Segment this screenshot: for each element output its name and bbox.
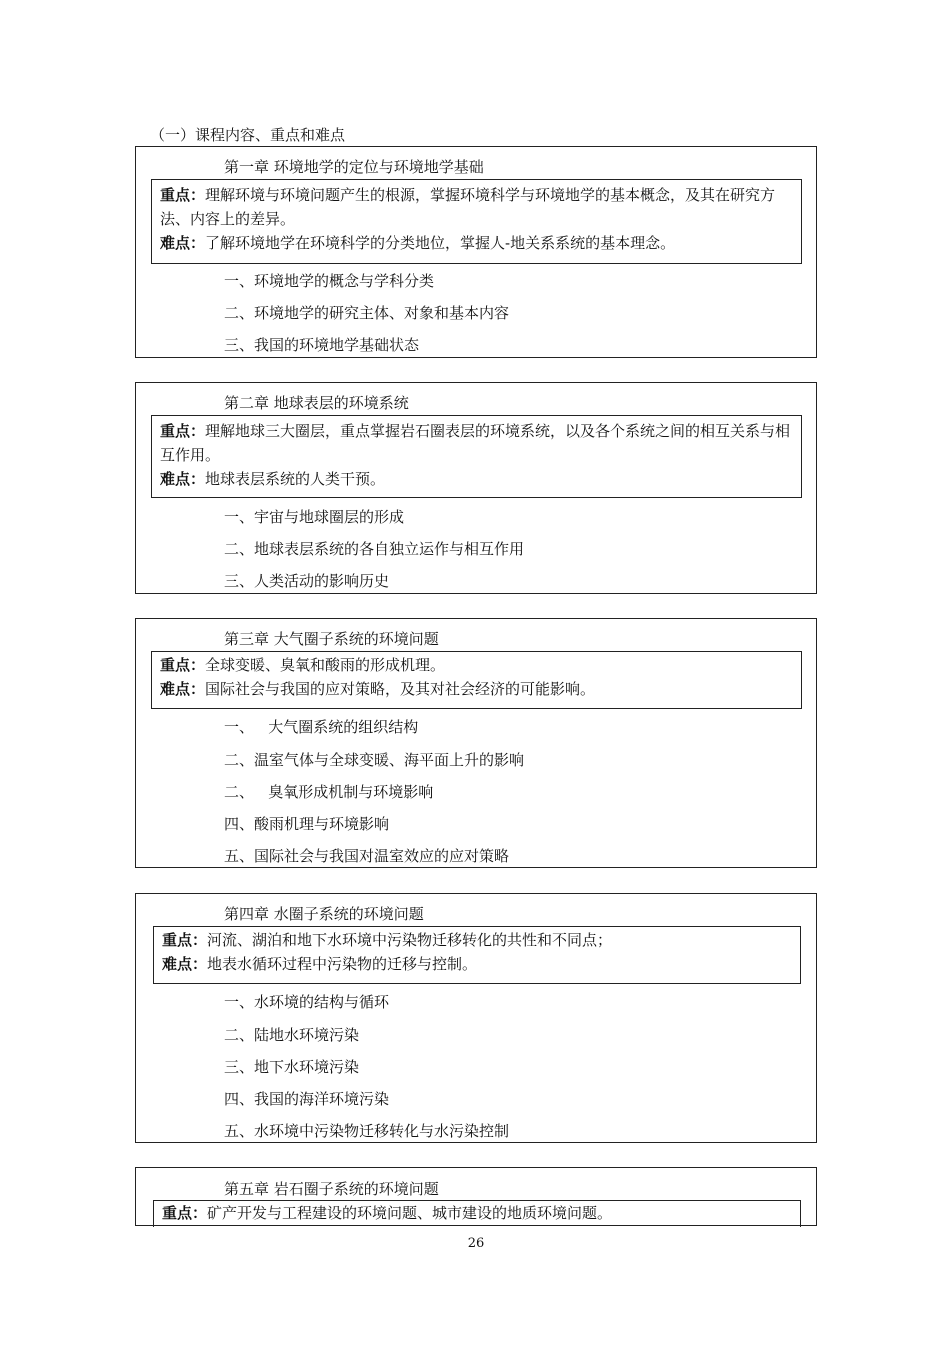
chapter-5-title: 第五章 岩石圈子系统的环境问题 — [224, 1180, 439, 1198]
chapter-4-box — [135, 893, 817, 1143]
page-number: 26 — [467, 1236, 485, 1251]
chapter-4-item-3: 三、地下水环境污染 — [224, 1058, 360, 1076]
section-heading: （一）课程内容、重点和难点 — [150, 126, 346, 144]
chapter-5-keypoints — [153, 1200, 801, 1227]
difficulty-text: 地表水循环过程中污染物的迁移与控制。 — [207, 955, 478, 973]
key-point-text: 矿产开发与工程建设的环境问题、城市建设的地质环境问题。 — [207, 1204, 613, 1222]
difficulty-text: 地球表层系统的人类干预。 — [205, 470, 386, 488]
difficulty-text: 了解环境地学在环境科学的分类地位，掌握人-地关系系统的基本理念。 — [205, 234, 676, 252]
chapter-4-item-2: 二、陆地水环境污染 — [224, 1026, 360, 1044]
chapter-5-box — [135, 1167, 817, 1226]
chapter-4-keypoints — [153, 926, 801, 984]
chapter-3-item-4: 四、酸雨机理与环境影响 — [224, 815, 390, 833]
difficulty — [162, 952, 792, 976]
difficulty — [160, 677, 793, 701]
key-point-label: 重点： — [160, 422, 206, 440]
key-point — [160, 183, 793, 231]
chapter-3-item-3: 二、 臭氧形成机制与环境影响 — [224, 783, 434, 801]
chapter-1-item-1: 一、环境地学的概念与学科分类 — [224, 272, 435, 290]
chapter-1-box — [135, 146, 817, 358]
key-point-label: 重点： — [160, 656, 206, 674]
chapter-3-item-5: 五、国际社会与我国对温室效应的应对策略 — [224, 847, 510, 865]
chapter-1-title: 第一章 环境地学的定位与环境地学基础 — [224, 158, 484, 176]
chapter-4-item-5: 五、水环境中污染物迁移转化与水污染控制 — [224, 1122, 510, 1140]
chapter-3-box — [135, 618, 817, 868]
chapter-1-item-2: 二、环境地学的研究主体、对象和基本内容 — [224, 304, 510, 322]
key-point-label: 重点： — [160, 186, 206, 204]
chapter-2-keypoints — [151, 415, 802, 498]
difficulty-label: 难点： — [160, 470, 206, 488]
key-point-text: 全球变暖、臭氧和酸雨的形成机理。 — [205, 656, 446, 674]
chapter-1-item-3: 三、我国的环境地学基础状态 — [224, 336, 420, 354]
chapter-3-keypoints — [151, 651, 802, 709]
key-point-text: 理解地球三大圈层，重点掌握岩石圈表层的环境系统，以及各个系统之间的相互关系与相互作用。 — [160, 422, 791, 464]
chapter-3-item-1: 一、 大气圈系统的组织结构 — [224, 718, 419, 736]
chapter-3-item-2: 二、温室气体与全球变暖、海平面上升的影响 — [224, 751, 525, 769]
difficulty — [160, 231, 793, 255]
chapter-3-title: 第三章 大气圈子系统的环境问题 — [224, 630, 439, 648]
chapter-4-title: 第四章 水圈子系统的环境问题 — [224, 905, 424, 923]
chapter-2-item-1: 一、宇宙与地球圈层的形成 — [224, 508, 405, 526]
key-point — [162, 1201, 792, 1225]
key-point-label: 重点： — [162, 1204, 208, 1222]
difficulty — [160, 467, 793, 491]
chapter-2-item-3: 三、人类活动的影响历史 — [224, 572, 390, 590]
chapter-1-keypoints — [151, 179, 802, 264]
chapter-2-title: 第二章 地球表层的环境系统 — [224, 394, 409, 412]
chapter-4-item-1: 一、水环境的结构与循环 — [224, 993, 390, 1011]
key-point-text: 理解环境与环境问题产生的根源，掌握环境科学与环境地学的基本概念，及其在研究方法、内容上的差异。 — [160, 186, 776, 228]
chapter-2-item-2: 二、地球表层系统的各自独立运作与相互作用 — [224, 540, 525, 558]
key-point — [160, 419, 793, 467]
difficulty-label: 难点： — [162, 955, 208, 973]
key-point — [160, 653, 793, 677]
key-point-text: 河流、湖泊和地下水环境中污染物迁移转化的共性和不同点； — [207, 931, 613, 949]
key-point — [162, 928, 792, 952]
chapter-2-box — [135, 382, 817, 594]
chapter-4-item-4: 四、我国的海洋环境污染 — [224, 1090, 390, 1108]
difficulty-label: 难点： — [160, 680, 206, 698]
key-point-label: 重点： — [162, 931, 208, 949]
difficulty-label: 难点： — [160, 234, 206, 252]
difficulty-text: 国际社会与我国的应对策略，及其对社会经济的可能影响。 — [205, 680, 596, 698]
